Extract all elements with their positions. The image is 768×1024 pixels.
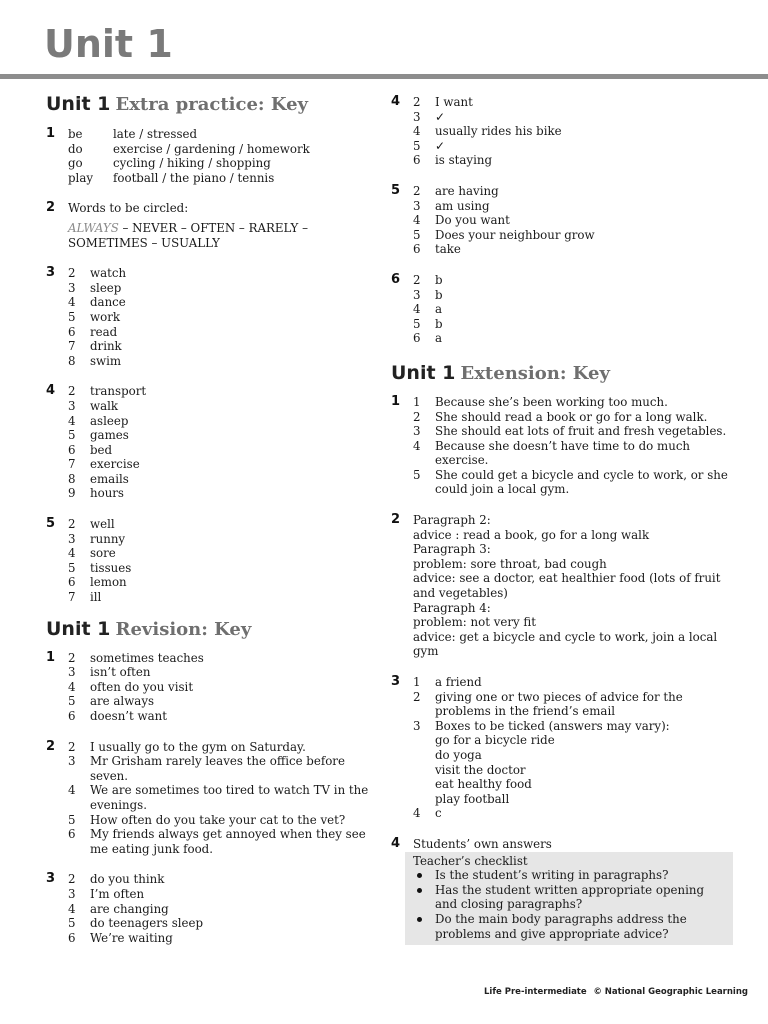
sub-item: go for a bicycle ride <box>435 733 555 748</box>
list-item: 6 My friends always get annoyed when they see me eating junk food. <box>68 827 366 856</box>
list-item: 6 doesn’t want <box>68 709 167 723</box>
circled-words-line2: SOMETIMES – USUALLY <box>68 235 220 250</box>
list-item: 4 Because she doesn’t have time to do much exercise. <box>413 438 691 468</box>
list-item: 7 drink <box>68 339 122 354</box>
publisher-credit: © National Geographic Learning <box>593 987 748 997</box>
list-item: 5 do teenagers sleep <box>68 916 204 931</box>
answer-line: Paragraph 2: <box>413 513 491 528</box>
checklist-title: Teacher’s checklist <box>413 853 528 868</box>
list-item: 2 giving one or two pieces of advice for the problems in the friend’s email <box>413 689 683 719</box>
circled-word-always: ALWAYS <box>68 220 119 235</box>
list-item: 2 are having <box>413 183 499 198</box>
list-item: 5 tissues <box>68 560 132 575</box>
exercise-number: 6 <box>391 271 401 287</box>
answer-line: advice : read a book, go for a long walk <box>413 527 650 542</box>
list-item: 8 swim <box>68 353 122 368</box>
page-title: Unit 1 <box>44 22 173 66</box>
extra-ex5-continued <box>391 184 731 257</box>
section-label: Revision: Key <box>115 618 252 640</box>
answer-line: problem: not very fit <box>413 615 537 630</box>
section-heading-revision <box>46 615 376 643</box>
section-unit: Unit 1 <box>46 617 111 640</box>
list-item: 6 bed <box>68 442 113 457</box>
list-item: 6 lemon <box>68 575 127 590</box>
list-item: 2 watch <box>68 266 127 281</box>
section-label: Extra practice: Key <box>115 94 308 115</box>
list-item: 7 exercise <box>68 457 140 472</box>
extra-ex4-continued <box>391 95 731 168</box>
list-item: 5 Does your neighbour grow <box>413 227 595 242</box>
check-icon: ✓ <box>435 138 445 153</box>
list-item: play football / the piano / tennis <box>68 170 275 185</box>
sub-item: do yoga <box>435 747 482 762</box>
exercise-number: 4 <box>46 383 56 399</box>
list-item: 9 hours <box>68 486 124 501</box>
list-item: 3 Boxes to be ticked (answers may vary): go for a bicycle ride do yoga visit the doctor eat healthy food play football <box>413 719 731 807</box>
answer-line: advice: see a doctor, eat healthier food (lots of fruit and vegetables) <box>413 571 721 601</box>
list-item: 2 She should read a book or go for a long walk. <box>413 409 708 424</box>
list-item: 3 She should eat lots of fruit and fresh vegetables. <box>413 424 727 439</box>
answer-line: problem: sore throat, bad cough <box>413 556 607 571</box>
list-item: 3 am using <box>413 198 490 213</box>
extra-ex6 <box>391 273 731 346</box>
list-item: 3 runny <box>68 531 126 546</box>
list-item: 3 b <box>413 287 443 302</box>
sub-item: visit the doctor <box>435 762 526 777</box>
list-item: 4 are changing <box>68 901 169 916</box>
list-item: 1 a friend <box>413 675 482 689</box>
list-item: 4 asleep <box>68 413 129 428</box>
exercise-intro: Words to be circled: <box>68 201 189 216</box>
list-item: 3 walk <box>68 398 119 413</box>
exercise-number: 1 <box>391 393 401 409</box>
exercise-number: 3 <box>46 871 56 887</box>
list-item: 2 well <box>68 517 115 532</box>
right-column <box>391 95 731 945</box>
list-item: 5 games <box>68 428 129 443</box>
list-item: 7 ill <box>68 590 102 605</box>
section-label: Extension: Key <box>460 362 610 384</box>
list-item: 2 sometimes teaches <box>68 650 204 665</box>
list-item: 4 Do you want <box>413 213 510 228</box>
sub-item: eat healthy food <box>435 777 532 792</box>
list-item: 5 How often do you take your cat to the vet? <box>68 812 346 827</box>
list-item: 4 sore <box>68 546 116 561</box>
exercise-number: 5 <box>46 516 56 532</box>
section-unit: Unit 1 <box>391 361 456 384</box>
list-item: 5 b <box>413 316 443 331</box>
list-item: 4 a <box>413 302 443 317</box>
list-item: 3 Mr Grisham rarely leaves the office before seven. <box>68 754 345 783</box>
list-item: 2 I usually go to the gym on Saturday. <box>68 739 306 754</box>
exercise-number: 3 <box>46 265 56 281</box>
checklist-item: Do the main body paragraphs address the problems and give appropriate advice? <box>413 912 727 941</box>
exercise-number: 4 <box>391 835 401 851</box>
answer-line: Paragraph 4: <box>413 600 491 615</box>
revision-ex1 <box>46 651 376 724</box>
extra-ex4 <box>46 384 376 501</box>
extra-ex3 <box>46 266 376 368</box>
exercise-number: 3 <box>391 674 401 689</box>
list-item: 3 sleep <box>68 280 122 295</box>
list-item: 2 b <box>413 272 443 287</box>
list-item: 5 are always <box>68 694 155 709</box>
exercise-number: 2 <box>391 512 401 528</box>
list-item: 4 We are sometimes too tired to watch TV in the evenings. <box>68 783 369 812</box>
title-rule <box>0 74 768 79</box>
list-item: 1 Because she’s been working too much. <box>413 394 668 409</box>
extension-ex4 <box>391 837 731 945</box>
list-item: 2 transport <box>68 384 147 399</box>
list-item: 4 often do you visit <box>68 679 194 694</box>
extension-ex3 <box>391 675 731 821</box>
list-item: 8 emails <box>68 471 129 486</box>
extra-ex5 <box>46 517 376 605</box>
list-item: 6 We’re waiting <box>68 930 173 945</box>
list-item: 5 She could get a bicycle and cycle to work, or she could join a local gym. <box>413 467 728 497</box>
check-icon: ✓ <box>435 109 445 124</box>
list-item: go cycling / hiking / shopping <box>68 156 271 171</box>
page-footer <box>484 987 748 997</box>
list-item: 6 is staying <box>413 153 492 168</box>
list-item: 2 I want <box>413 95 473 109</box>
list-item: 3 ✓ <box>413 110 731 125</box>
exercise-number: 5 <box>391 182 401 198</box>
sub-item: play football <box>435 791 510 806</box>
list-item: 5 ✓ <box>413 139 731 154</box>
circled-words: ALWAYS – NEVER – OFTEN – RARELY – <box>68 220 308 235</box>
teacher-checklist <box>405 852 733 946</box>
list-item: 6 a <box>413 331 443 346</box>
checklist-item: Has the student written appropriate opening and closing paragraphs? <box>413 883 727 912</box>
list-item: 3 I’m often <box>68 886 145 901</box>
section-heading-extension <box>391 359 731 387</box>
list-item: 4 dance <box>68 295 126 310</box>
list-item: 5 work <box>68 309 120 324</box>
left-column <box>46 90 376 945</box>
exercise-number: 2 <box>46 200 56 216</box>
list-item: 6 take <box>413 242 461 257</box>
extension-ex1 <box>391 395 731 497</box>
section-unit: Unit 1 <box>46 93 111 115</box>
extension-ex2 <box>391 513 731 659</box>
exercise-number: 1 <box>46 126 56 141</box>
list-item: be late / stressed <box>68 127 198 141</box>
list-item: 6 read <box>68 324 118 339</box>
extra-ex2 <box>46 201 376 250</box>
exercise-number: 2 <box>46 738 56 754</box>
answer-line: Paragraph 3: <box>413 542 491 557</box>
answer-line: advice: get a bicycle and cycle to work, join a local gym <box>413 629 718 659</box>
list-item: 4 usually rides his bike <box>413 124 562 139</box>
book-title: Life Pre-intermediate <box>484 987 587 997</box>
exercise-number: 4 <box>391 94 401 109</box>
list-item: 3 isn’t often <box>68 665 151 680</box>
list-item: 2 do you think <box>68 872 165 887</box>
section-heading-extra-practice <box>46 90 376 118</box>
list-item: do exercise / gardening / homework <box>68 141 310 156</box>
extra-ex1 <box>46 127 376 185</box>
list-item: 4 c <box>413 806 442 821</box>
exercise-number: 1 <box>46 649 56 665</box>
exercise-intro: Students’ own answers <box>413 836 552 851</box>
checklist-item: Is the student’s writing in paragraphs? <box>413 868 727 883</box>
revision-ex2 <box>46 740 376 857</box>
revision-ex3 <box>46 872 376 945</box>
